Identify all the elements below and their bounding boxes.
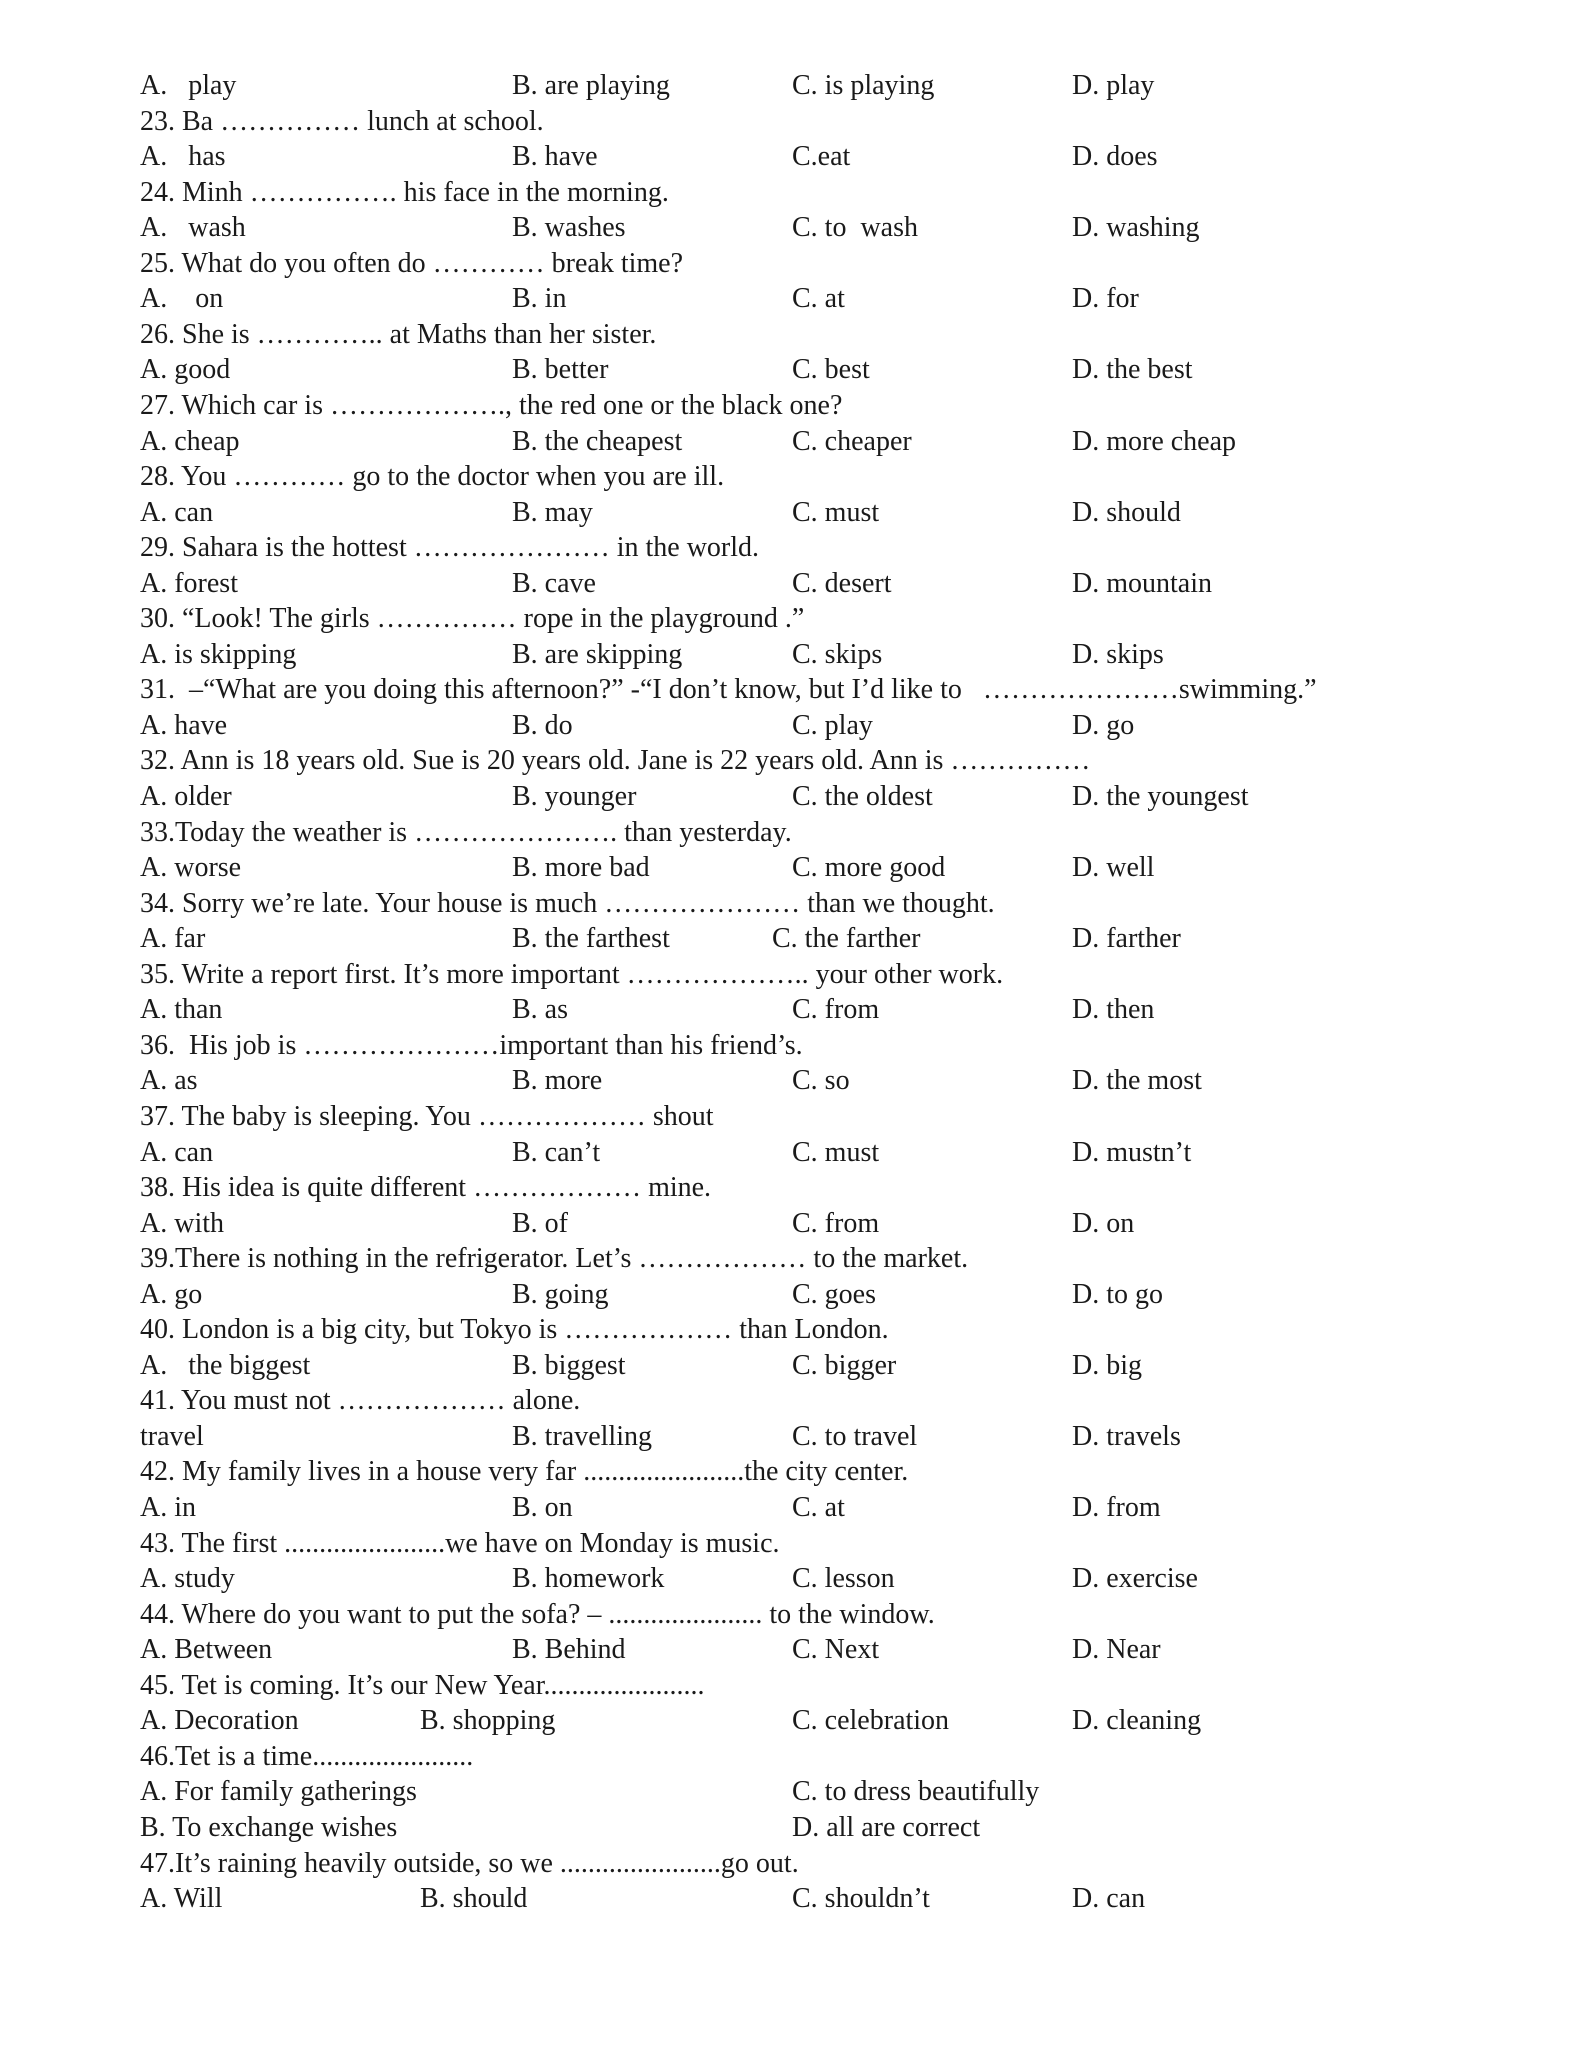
question-line: [140, 317, 1520, 353]
answer-options-row: [140, 1490, 1520, 1526]
question-text: 32. Ann is 18 years old. Sue is 20 years old. Jane is 22 years old. Ann is ……………: [140, 745, 1091, 777]
answer-option: D. farther: [1072, 923, 1181, 955]
answer-option: B. the farthest: [512, 923, 670, 955]
question-line: [140, 601, 1520, 637]
answer-option: B. more: [512, 1065, 603, 1097]
question-text: 23. Ba …………… lunch at school.: [140, 105, 544, 137]
answer-option: A. cheap: [140, 425, 240, 457]
question-text: 42. My family lives in a house very far .......................the city center.: [140, 1456, 909, 1488]
answer-options-row: [140, 1135, 1520, 1171]
answer-option: A. For family gatherings: [140, 1776, 417, 1808]
answer-option: B. Behind: [512, 1634, 626, 1666]
answer-option: A. has: [140, 141, 226, 173]
answer-options-row: [140, 1810, 1520, 1846]
question-line: [140, 1526, 1520, 1562]
question-text: 34. Sorry we’re late. Your house is much ………………… than we thought.: [140, 887, 995, 919]
answer-option: A. can: [140, 1136, 214, 1168]
answer-options-row: [140, 281, 1520, 317]
answer-option: C. goes: [792, 1278, 876, 1310]
answer-option: A. have: [140, 709, 228, 741]
answer-option: A. study: [140, 1563, 235, 1595]
question-line: [140, 1668, 1520, 1704]
answer-options-row: [140, 1632, 1520, 1668]
answer-options-row: [140, 566, 1520, 602]
question-text: 30. “Look! The girls …………… rope in the playground .”: [140, 603, 805, 635]
question-line: [140, 459, 1520, 495]
answer-option: B. can’t: [512, 1136, 601, 1168]
answer-option: A. wash: [140, 212, 246, 244]
answer-option: D. then: [1072, 994, 1155, 1026]
question-line: [140, 1846, 1520, 1882]
answer-options-row: [140, 1774, 1520, 1810]
question-text: 46.Tet is a time.......................: [140, 1740, 474, 1772]
answer-option: C. shouldn’t: [792, 1883, 930, 1914]
question-text: 41. You must not ……………… alone.: [140, 1385, 581, 1417]
answer-option: B. may: [512, 496, 593, 528]
question-text: 33.Today the weather is …………………. than yesterday.: [140, 816, 792, 848]
answer-option: C. best: [792, 354, 870, 386]
answer-options-row: [140, 1419, 1520, 1455]
answer-option: D. play: [1072, 70, 1155, 101]
answer-option: C. more good: [792, 852, 946, 884]
answer-option: D. cleaning: [1072, 1705, 1202, 1737]
question-line: [140, 886, 1520, 922]
question-text: 29. Sahara is the hottest ………………… in the world.: [140, 532, 760, 564]
question-text: 36. His job is …………………important than his friend’s.: [140, 1029, 803, 1061]
question-line: [140, 743, 1520, 779]
answer-options-row: [140, 352, 1520, 388]
answer-option: A. older: [140, 781, 232, 812]
answer-option: B. To exchange wishes: [140, 1811, 398, 1843]
answer-options-row: [140, 1881, 1520, 1917]
answer-options-row: [140, 1703, 1520, 1739]
question-text: 43. The first .......................we have on Monday is music.: [140, 1527, 780, 1559]
question-line: [140, 1170, 1520, 1206]
answer-option: B. travelling: [512, 1420, 652, 1452]
answer-option: B. of: [512, 1207, 568, 1239]
answer-option: B. on: [512, 1492, 573, 1523]
question-text: 27. Which car is ………………., the red one or the black one?: [140, 389, 843, 421]
answer-options-row: [140, 210, 1520, 246]
question-text: 25. What do you often do ………… break time?: [140, 247, 684, 279]
answer-option: B. the cheapest: [512, 425, 683, 457]
answer-option: A. good: [140, 354, 231, 386]
answer-options-row: [140, 424, 1520, 460]
answer-option: A. on: [140, 283, 224, 315]
answer-option: D. mustn’t: [1072, 1136, 1192, 1168]
answer-options-row: [140, 637, 1520, 673]
answer-option: B. are playing: [512, 70, 670, 101]
answer-options-row: [140, 495, 1520, 531]
answer-option: A. Between: [140, 1634, 273, 1666]
question-line: [140, 1312, 1520, 1348]
answer-option: D. does: [1072, 141, 1158, 173]
question-line: [140, 530, 1520, 566]
answer-option: D. all are correct: [792, 1811, 981, 1843]
answer-option: B. more bad: [512, 852, 650, 884]
answer-option: A. worse: [140, 852, 242, 884]
answer-option: A. far: [140, 923, 206, 955]
answer-option: A. Decoration: [140, 1705, 299, 1737]
question-text: 44. Where do you want to put the sofa? – ...................... to the window.: [140, 1598, 935, 1630]
question-text: 35. Write a report first. It’s more important ……………….. your other work.: [140, 958, 1004, 990]
answer-option: D. on: [1072, 1207, 1135, 1239]
question-text: 37. The baby is sleeping. You ……………… shout: [140, 1100, 714, 1132]
question-line: [140, 815, 1520, 851]
answer-options-row: [140, 708, 1520, 744]
answer-option: C. celebration: [792, 1705, 950, 1737]
answer-option: D. should: [1072, 496, 1181, 528]
answer-option: A. with: [140, 1207, 224, 1239]
question-text: 39.There is nothing in the refrigerator. Let’s ……………… to the market.: [140, 1243, 969, 1275]
answer-option: D. skips: [1072, 638, 1164, 670]
answer-option: C. cheaper: [792, 425, 912, 457]
answer-option: C. to travel: [792, 1420, 918, 1452]
answer-option: B. are skipping: [512, 638, 683, 670]
answer-option: B. better: [512, 354, 609, 386]
answer-option: C. skips: [792, 638, 883, 670]
answer-option: D. can: [1072, 1883, 1146, 1914]
answer-option: C. bigger: [792, 1349, 897, 1381]
question-line: [140, 1383, 1520, 1419]
question-text: 47.It’s raining heavily outside, so we .......................go out.: [140, 1847, 799, 1879]
question-line: [140, 246, 1520, 282]
answer-options-row: [140, 68, 1520, 104]
answer-option: C. from: [792, 994, 880, 1026]
question-line: [140, 957, 1520, 993]
question-text: 31. –“What are you doing this afternoon?” -“I don’t know, but I’d like to …………………swimming.”: [140, 674, 1317, 706]
answer-option: D. mountain: [1072, 567, 1212, 599]
answer-option: travel: [140, 1420, 204, 1452]
answer-option: D. the best: [1072, 354, 1193, 386]
answer-option: C. so: [792, 1065, 850, 1097]
answer-option: B. have: [512, 141, 598, 173]
answer-option: D. to go: [1072, 1278, 1163, 1310]
answer-option: C. the farther: [772, 923, 921, 955]
answer-option: A. than: [140, 994, 223, 1026]
answer-option: B. biggest: [512, 1349, 626, 1381]
answer-option: A. play: [140, 70, 237, 101]
answer-option: A. the biggest: [140, 1349, 311, 1381]
answer-option: A. in: [140, 1492, 196, 1523]
answer-option: D. travels: [1072, 1420, 1181, 1452]
answer-option: C. must: [792, 1136, 880, 1168]
question-line: [140, 104, 1520, 140]
answer-option: C.eat: [792, 141, 851, 173]
answer-options-row: [140, 1348, 1520, 1384]
answer-option: D. for: [1072, 283, 1139, 315]
answer-option: B. as: [512, 994, 568, 1026]
answer-options-row: [140, 779, 1520, 815]
answer-option: C. play: [792, 709, 873, 741]
question-text: 28. You ………… go to the doctor when you are ill.: [140, 461, 725, 492]
answer-option: B. going: [512, 1278, 609, 1310]
answer-option: A. go: [140, 1278, 203, 1310]
question-text: 40. London is a big city, but Tokyo is ……………… than London.: [140, 1314, 889, 1346]
answer-option: A. Will: [140, 1883, 223, 1914]
question-line: [140, 672, 1520, 708]
question-line: [140, 388, 1520, 424]
answer-options-row: [140, 139, 1520, 175]
answer-option: C. Next: [792, 1634, 880, 1666]
question-line: [140, 1739, 1520, 1775]
answer-option: D. from: [1072, 1492, 1161, 1523]
answer-option: B. shopping: [420, 1705, 556, 1737]
answer-option: B. should: [420, 1883, 528, 1914]
answer-option: B. do: [512, 709, 573, 741]
answer-option: B. washes: [512, 212, 626, 244]
answer-options-row: [140, 1063, 1520, 1099]
question-line: [140, 175, 1520, 211]
answer-option: C. at: [792, 283, 845, 315]
answer-options-row: [140, 1206, 1520, 1242]
answer-option: C. lesson: [792, 1563, 895, 1595]
question-text: 45. Tet is coming. It’s our New Year.......................: [140, 1669, 705, 1701]
answer-option: C. is playing: [792, 70, 935, 101]
answer-option: D. well: [1072, 852, 1155, 884]
answer-option: D. washing: [1072, 212, 1200, 244]
answer-option: A. can: [140, 496, 214, 528]
answer-option: A. as: [140, 1065, 198, 1097]
answer-option: B. in: [512, 283, 567, 315]
answer-option: D. the most: [1072, 1065, 1202, 1097]
question-line: [140, 1454, 1520, 1490]
question-line: [140, 1028, 1520, 1064]
answer-option: A. forest: [140, 567, 238, 599]
answer-option: C. from: [792, 1207, 880, 1239]
question-text: 26. She is ………….. at Maths than her sister.: [140, 318, 657, 350]
answer-option: C. the oldest: [792, 781, 933, 812]
question-text: 24. Minh ……………. his face in the morning.: [140, 176, 669, 208]
answer-option: D. more cheap: [1072, 425, 1237, 457]
answer-option: D. big: [1072, 1349, 1142, 1381]
answer-options-row: [140, 850, 1520, 886]
answer-options-row: [140, 1561, 1520, 1597]
answer-option: C. at: [792, 1492, 845, 1523]
answer-option: B. cave: [512, 567, 596, 599]
answer-options-row: [140, 921, 1520, 957]
answer-option: A. is skipping: [140, 638, 297, 670]
answer-option: C. desert: [792, 567, 892, 599]
answer-option: B. homework: [512, 1563, 665, 1595]
question-text: 38. His idea is quite different ……………… mine.: [140, 1172, 712, 1203]
answer-option: C. must: [792, 496, 880, 528]
answer-option: D. the youngest: [1072, 781, 1249, 812]
answer-option: D. exercise: [1072, 1563, 1198, 1595]
answer-option: C. to wash: [792, 212, 918, 244]
answer-option: D. go: [1072, 709, 1135, 741]
answer-options-row: [140, 1277, 1520, 1313]
question-line: [140, 1099, 1520, 1135]
question-line: [140, 1241, 1520, 1277]
answer-option: B. younger: [512, 781, 637, 812]
question-line: [140, 1597, 1520, 1633]
answer-option: D. Near: [1072, 1634, 1161, 1666]
answer-option: C. to dress beautifully: [792, 1776, 1040, 1808]
answer-options-row: [140, 992, 1520, 1028]
